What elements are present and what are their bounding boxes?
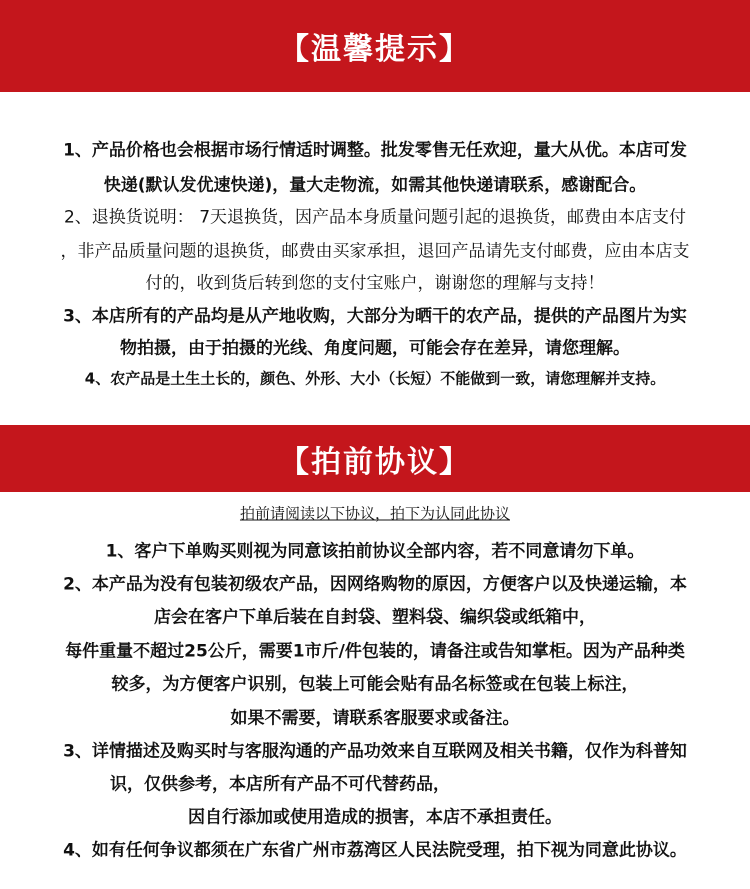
tip-line: ，非产品质量问题的退换货，邮费由买家承担，退回产品请先支付邮费，应由本店支 [60,241,690,262]
tip-line: 3、本店所有的产品均是从产地收购，大部分为晒干的农产品，提供的产品图片为实 [63,306,687,327]
agreement-line: 识，仅供参考，本店所有产品不可代替药品， [110,774,450,795]
agreement-subtitle: 拍前请阅读以下协议，拍下为认同此协议 [239,504,510,523]
agreement-line: 1、客户下单购买则视为同意该拍前协议全部内容，若不同意请勿下单。 [105,541,645,562]
warm-tips-banner [0,0,750,92]
tip-line: 物拍摄，由于拍摄的光线、角度问题，可能会存在差异，请您理解。 [120,338,630,359]
agreement-line: 较多，为方便客户识别，包装上可能会贴有品名标签或在包装上标注， [111,674,639,695]
agreement-line: 店会在客户下单后装在自封袋、塑料袋、编织袋或纸箱中， [154,607,596,628]
agreement-line: 如果不需要，请联系客服要求或备注。 [230,708,520,729]
agreement-line: 4、如有任何争议都须在广东省广州市荔湾区人民法院受理，拍下视为同意此协议。 [63,840,687,861]
agreement-line: 3、详情描述及购买时与客服沟通的产品功效来自互联网及相关书籍，仅作为科普知 [63,741,687,762]
tip-line: 付的，收到货后转到您的支付宝账户，谢谢您的理解与支持！ [145,273,605,294]
agreement-line: 因自行添加或使用造成的损害，本店不承担责任。 [188,807,562,828]
agreement-title: 【拍前协议】 [279,444,471,480]
warm-tips-title: 【温馨提示】 [279,32,471,67]
tip-line: 快递(默认发优速快递)，量大走物流，如需其他快递请联系，感谢配合。 [103,175,647,196]
agreement-line: 2、本产品为没有包装初级农产品，因网络购物的原因，方便客户以及快递运输，本 [63,574,687,595]
tip-line: 2、退换货说明： 7天退换货，因产品本身质量问题引起的退换货，邮费由本店支付 [63,207,687,228]
agreement-banner [0,425,750,492]
agreement-line: 每件重量不超过25公斤，需要1市斤/件包装的，请备注或告知掌柜。因为产品种类 [65,641,685,662]
tip-line: 4、农产品是土生土长的，颜色、外形、大小（长短）不能做到一致，请您理解并支持。 [84,369,666,388]
tip-line: 1、产品价格也会根据市场行情适时调整。批发零售无任欢迎，量大从优。本店可发 [63,140,687,161]
